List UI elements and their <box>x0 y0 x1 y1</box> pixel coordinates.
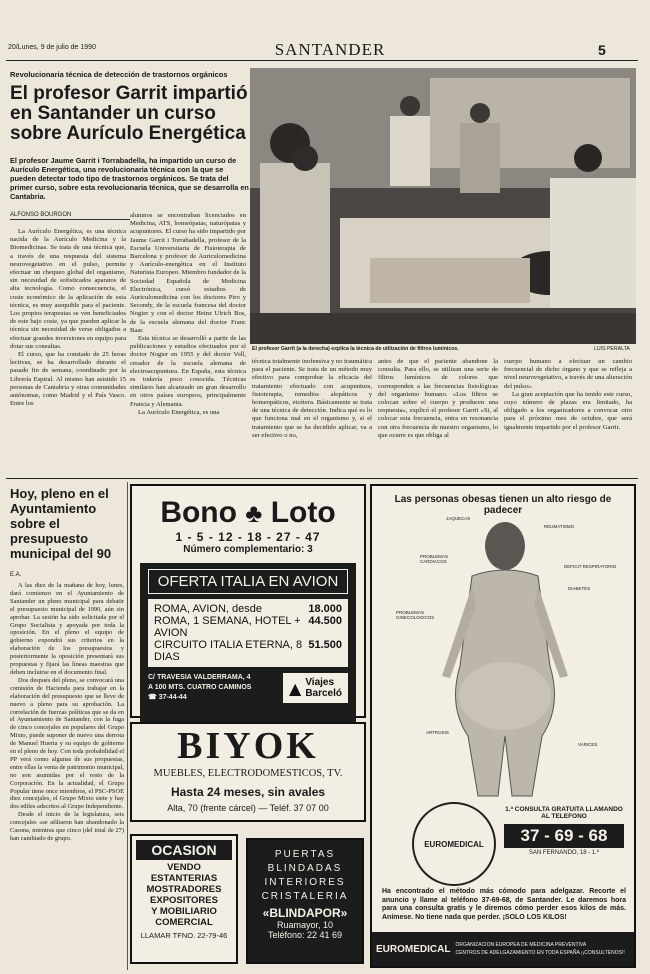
euromedical-consulta: 1.ª CONSULTA GRATUITA LLAMANDO AL TELEFONO <box>505 806 623 820</box>
biyok-title: BIYOK <box>177 725 319 767</box>
oferta-footer <box>148 673 348 703</box>
article-col2c-para: La Aurículo Energética, es una <box>138 408 220 416</box>
blindapor-line: CRISTALERIA <box>261 891 349 902</box>
ocasion-line: ESTANTERIAS <box>150 873 218 884</box>
euromedical-footer-brand: EUROMEDICAL <box>376 943 451 955</box>
ocasion-body <box>132 862 236 928</box>
biyok-ad <box>130 722 366 822</box>
ocasion-ad <box>130 834 238 964</box>
ayto-headline: Hoy, pleno en el Ayuntamiento sobre el presupuesto municipal del 90 <box>10 486 112 561</box>
photo-caption: El profesor Garrit (a la derecha) explica la técnica de utilización de filtros lumínicos. <box>252 346 459 352</box>
blindapor-address: Ruamayor, 10 <box>276 920 334 930</box>
article-col1-para: La Aurículo Energética, es una técnica nacida de la Aurículo Medicina y la Biomedicinas. Se trata de una técnica que, a través de una respuesta del sistema neurovegetativo en el pulso, permite efectuar un chequeo global del organismo, sin necesidad de sofisticados aparatos de alta tecnología. Como consecuencia, el coste económico de la aplicación de esta técnica, es muy asequible para el paciente. Los propios terapeutas se ven beneficiados de este bajo coste, ya que pueden aplicar la técnica sin necesidad de verse obligados a efectuar grandes inversiones en equipo para dotar sus consultas. <box>10 228 126 350</box>
photo-illustration <box>250 68 636 344</box>
bonoloto-ad <box>130 484 366 718</box>
oferta-row-label: ROMA, AVION, desde <box>154 603 263 615</box>
article-col5-para: cuerpo humano a efectuar un cambio frecuencial de dicho órgano y que se refleja a nivel neurovegetativo, a través de una alteración del pulso». <box>504 358 632 390</box>
bonoloto-title-right: Loto <box>270 496 336 529</box>
blindapor-phone: Teléfono: 22 41 69 <box>267 930 343 940</box>
oferta-panel <box>140 563 356 725</box>
ocasion-line: MOSTRADORES <box>146 884 222 895</box>
article-lead: El profesor Jaume Garrit i Torrabadella, ha impartido un curso de Aurículo Energética, una revolucionaria técnica con la que se pueden detectar todo tipo de trastornos orgánicos. Se trata del primer curso, sobre esta revolucionaria técnica, que se desarrolla en Cantabria. <box>10 156 249 201</box>
euromedical-footer <box>372 932 634 966</box>
biyok-subtitle: MUEBLES, ELECTRODOMESTICOS, TV. <box>153 768 343 779</box>
page-number: 5 <box>598 42 606 58</box>
bonoloto-numbers: 1 - 5 - 12 - 18 - 27 - 47 <box>175 530 321 544</box>
biyok-address: Alta, 70 (frente cárcel) — Teléf. 37 07 00 <box>167 803 329 813</box>
article-col2b-para: Esta técnica se desarrolló a partir de las publicaciones y estudios efectuados por el doctor Nogier en 1955 y del doctor Voll, creador de la escuela alemana de electroacupuntura. En España, esta técnica es todavía poco conocida. Técnicas similares han alcanzado un gran desarrollo en otros países europeos, principalmente Francia y Alemania. <box>130 335 246 408</box>
ayto-para-3: Desde el inicio de la legislatura, seis concejales «se afiliaron han abandonado la Casona, mientras que cinco (del total de 27) han cambiado de grupo. <box>10 811 124 842</box>
euromedical-footer-line: CENTROS DE ADELGAZAMIENTO EN TODA ESPAÑA ¡¡CONSULTENOS!! <box>455 950 625 956</box>
oferta-phone-number: 37-44-44 <box>158 694 187 701</box>
ayto-byline: E.A. <box>10 572 22 578</box>
risk-label: PROBLEMAS GINECOLOGICOS <box>396 610 435 620</box>
risk-label: REUMATISMO <box>544 524 575 529</box>
biyok-offer: Hasta 24 meses, sin avales <box>170 785 326 799</box>
risk-label: DEFICIT RESPIRATORIO <box>564 564 617 569</box>
oferta-title: OFERTA ITALIA EN AVION <box>148 569 348 594</box>
euromedical-footer-line: ORGANIZACION EUROPEA DE MEDICINA PREVENTIVA <box>455 942 587 948</box>
obese-figure-illustration <box>372 506 636 806</box>
blindapor-ad <box>246 838 364 964</box>
barcelo-logo <box>283 673 348 703</box>
ocasion-line: COMERCIAL <box>155 917 213 928</box>
oferta-row-price: 44.500 <box>308 615 342 627</box>
euromedical-consulta-box <box>504 806 624 856</box>
euromedical-ad <box>370 484 636 968</box>
oferta-prices <box>148 599 348 667</box>
blindapor-line: PUERTAS <box>274 849 336 860</box>
blindapor-line: BLINDADAS <box>267 863 343 874</box>
article-col5b-para: La gran aceptación que ha tenido este curso, cuyo número de plazas era limitado, ha obligado a los organizadores a convocar otro para el próximo mes de octubre, que será igualmente impartido por el profesor Garrit. <box>504 390 632 431</box>
blindapor-line: INTERIORES <box>264 877 346 888</box>
barcelo-bottom: Barceló <box>305 688 342 699</box>
euromedical-body: Ha encontrado el método más cómodo para adelgazar. Recorte el anuncio y llame al teléfono 37-69-68, de Santander. Le daremos hora para una consulta gratis y le diremos cómo perder esos kilos de más. Anímese. No tiene nada que perder. ¡SOLO LOS KILOS! <box>382 888 626 921</box>
oferta-row-label: ROMA, 1 SEMANA, HOTEL + AVION <box>154 615 301 639</box>
ocasion-line: VENDO <box>167 862 201 873</box>
section-rule <box>6 478 638 479</box>
ocasion-line: EXPOSITORES <box>150 895 218 906</box>
bonoloto-title <box>132 496 364 530</box>
euromedical-seal <box>412 802 496 886</box>
bonoloto-complementario: Número complementario: 3 <box>183 544 313 555</box>
clover-icon: ♣ <box>245 498 263 528</box>
euromedical-footer-text <box>455 941 624 957</box>
article-col2-para: alumnos se encontraban licenciados en Medicina, ATS, homeópatas, naturópatas y acupuntores. El curso ha sido impartido por Jaume Garrit i Torrabadella, profesor de la Escuela Universitaria de Fisioterapia de Barcelona y profesor de Auriculomedicina y Aurículo-energética en el Instituto Naturista Europeo. Miembro fundador de la Sociedad Española de Medicina Electrónica, cursó estudios de Auriculomedicina con los doctores Piro y Secondy, de la escuela francesa del doctor Nogier y con el doctor Heinz Ulrich Bos, de la escuela alemana del doctor Franc Baar. <box>130 212 246 334</box>
bonoloto-title-left: Bono <box>160 496 237 529</box>
ocasion-line: Y MOBILIARIO <box>151 906 217 917</box>
risk-label: VARICES <box>578 742 598 747</box>
article-column-4 <box>378 358 498 474</box>
oferta-address <box>148 673 251 703</box>
article-col3-para: técnica totalmente inofensiva y no traumática para el paciente. Se trata de un método muy efectivo para comprobar la eficacia del tratamiento efectuado con acupuntura, fisioterapia, remedios alopáticos y homeopáticos, etcétera. Básicamente se trata de una técnica de detección. Indica qué es lo que funciona mal en el organismo y, si el tratamiento que se ha decidido aplicar, va a ser efectivo o no, <box>252 358 372 439</box>
phone-icon: ☎ <box>148 694 157 701</box>
ayto-para-1: A las diez de la mañana de hoy, lunes, dará comienzo en el Ayuntamiento de Santander un pleno municipal para debatir el presupuesto municipal de 1990, aún sin aprobar. La sesión ha sido solicitada por el Grupo Socialista y apoyada por toda la oposición. En el pleno el equipo de gobierno expondrá sus criterios en la elaboración de los presupuestos y posteriormente la oposición presentará sus propuestas y fijará las líneas maestras que deben incluirse en el documento final. <box>10 582 124 676</box>
article-kicker: Revolucionaria técnica de detección de trastornos orgánicos <box>10 70 228 79</box>
blindapor-brand: «BLINDAPOR» <box>262 906 348 920</box>
oferta-address-1: C/ TRAVESIA VALDERRAMA, 4 <box>148 674 251 681</box>
ayto-body <box>10 582 124 968</box>
oferta-row <box>154 615 342 639</box>
header-rule <box>6 60 638 61</box>
article-col1b-para: El curso, que ha constado de 25 horas lectivas, se ha desarrollado durante el pasado fin de semana, coordinado por la Librería Espiral. Al mismo han asistido 15 personas de Cantabria y otras comunidades autónomas, como Madrid y el País Vasco. Entre los <box>10 351 126 408</box>
article-column-2 <box>130 212 246 474</box>
ocasion-phone: LLAMAR TFNO. 22-79-46 <box>140 931 228 940</box>
oferta-row-label: CIRCUITO ITALIA ETERNA, 8 DIAS <box>154 639 303 663</box>
oferta-row <box>154 639 342 663</box>
photo-credit: LUIS PERALTA <box>594 346 630 352</box>
column-divider <box>127 482 128 970</box>
risk-label: ARTROSIS <box>426 730 449 735</box>
euromedical-headline: Las personas obesas tienen un alto riesgo de padecer <box>394 494 612 516</box>
article-col4-para: antes de que el paciente abandone la consulta. Para ello, se utilizan una serie de filtros lumínicos de colores que corresponden a las frecuencias fisiológicas del organismo humano. «Los filtros se colocan sobre el cuerpo y producen una respuesta», explicó el profesor Garrit «Si, al colocar esta frecuencia, entra en resonancia con otra frecuencia de nuestro organismo, lo que ocurre es que obliga al <box>378 358 498 439</box>
oferta-phone <box>148 693 251 703</box>
ayto-para-2: Dos después del pleno, se convocará una comisión de Hacienda para trabajar en la elaboración del presupuesto que se lleve de nuevo a pleno para su aprobación. La correlación de fuerzas políticas que se da en el Ayuntamiento de Santander, con la fuga de cinco concejales en populares del Grupo Mixto, puede suponer de nuevo una derrota de Manuel Huerta y su equipo de gobierno en el pleno de hoy. Con toda probabilidad el PP verá como algunas de sus propuestas, entre ellas la venta de patrimonio municipal, no son asumidas por el resto de la Corporación. En la actualidad, el Grupo Popular tiene once miembros, el PSC-PSOE diez concejales, el Grupo Mixto siete y hay dos ediles adscritos al Grupo Independiente. <box>10 676 124 811</box>
oferta-row-price: 51.500 <box>308 639 342 651</box>
risk-label: PROBLEMAS CARDIACOS <box>420 554 449 564</box>
risk-label: JAQUECAS <box>446 516 471 521</box>
oferta-row-price: 18.000 <box>308 603 342 615</box>
section-title: SANTANDER <box>274 40 386 59</box>
article-byline: ALFONSO BOURGON <box>10 212 130 220</box>
euromedical-address: SAN FERNANDO, 18 - 1.º <box>528 850 600 856</box>
oferta-row <box>154 603 342 615</box>
barcelo-mark-icon: ▲ <box>289 678 302 698</box>
euromedical-phone: 37 - 69 - 68 <box>504 824 624 848</box>
ocasion-title: OCASION <box>136 840 232 860</box>
oferta-address-2: A 100 MTS. CUATRO CAMINOS <box>148 684 252 691</box>
article-column-3 <box>252 358 372 474</box>
article-photo <box>250 68 636 344</box>
barcelo-top: Viajes <box>305 677 335 688</box>
blindapor-lines <box>248 848 362 904</box>
risk-label: DIABETES <box>568 586 591 591</box>
page-date: 20/Lunes, 9 de julio de 1990 <box>8 44 96 51</box>
article-column-5 <box>504 358 632 474</box>
article-headline: El profesor Garrit impartió en Santander un curso sobre Aurículo Energética <box>10 83 248 144</box>
article-column-1 <box>10 228 126 476</box>
euromedical-seal-text: EUROMEDICAL <box>424 839 484 849</box>
